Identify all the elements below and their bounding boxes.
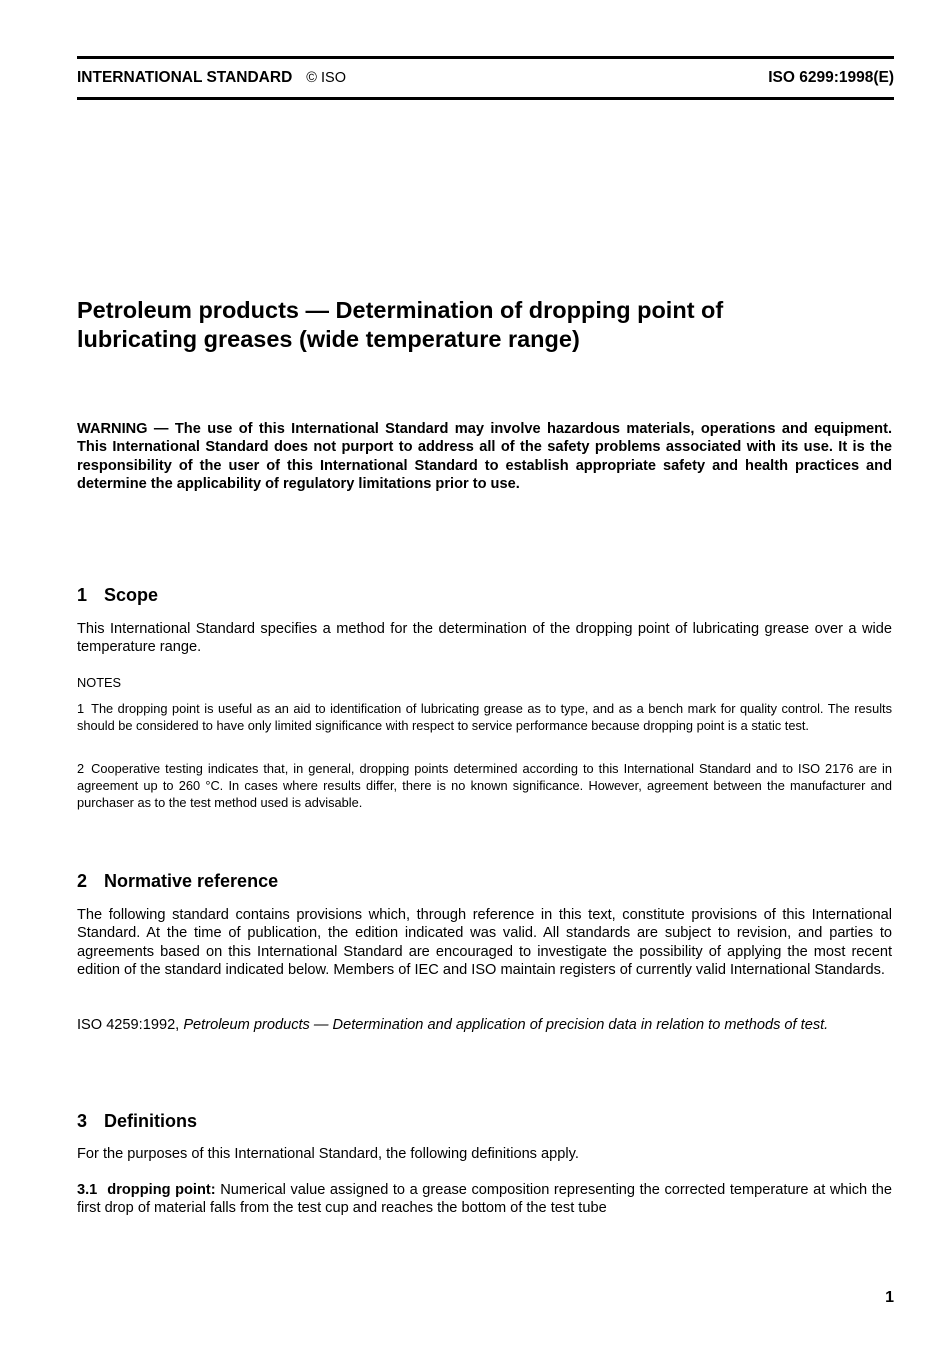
note-2-number: 2 — [77, 761, 85, 776]
notes-label: NOTES — [77, 675, 122, 690]
header-bottom-rule — [77, 97, 894, 100]
section-2-heading — [77, 870, 892, 892]
note-1-text: The dropping point is useful as an aid to identification of lubricating grease as to type, and as a bench mark for quality control. The results should be considered to have only limited significance with respect to service performance because dropping point is a static test. — [77, 701, 892, 733]
definition-number: 3.1 — [77, 1182, 98, 1198]
section-2-number: 2 — [77, 871, 88, 891]
section-3-text: For the purposes of this International Standard, the following definitions apply. — [77, 1146, 579, 1162]
definition-text: Numerical value assigned to a grease composition representing the corrected temperature at which the first drop of material falls from the test cup and reaches the bottom of the test tube — [77, 1182, 893, 1217]
section-1-heading — [77, 584, 892, 606]
section-2-text: The following standard contains provisions which, through reference in this text, constitute provisions of this International Standard. At the time of publication, the edition indicated was valid. All standards are subject to revision, and parties to agreements based on this International Standard are encouraged to investigate the possibility of applying the most recent edition of the standard indicated below. Members of IEC and ISO maintain registers of currently valid International Standards. — [77, 907, 892, 978]
title-line-2: lubricating greases (wide temperature range) — [77, 326, 580, 352]
note-1 — [77, 701, 892, 735]
section-1-title: Scope — [104, 585, 159, 605]
section-1-text: This International Standard specifies a method for the determination of the dropping point of lubricating grease over a wide temperature range. — [77, 621, 892, 656]
definition-term: dropping point: — [107, 1182, 216, 1198]
normative-reference-entry — [77, 1016, 892, 1034]
copyright-notice: © ISO — [306, 70, 346, 86]
header-left — [77, 69, 346, 87]
warning-paragraph: WARNING — The use of this International Standard may involve hazardous materials, operations and equipment. This International Standard does not purport to address all of the safety problems associated with its use. It is the responsibility of the user of this International Standard to establish appropriate safety and health practices and determine the applicability of regulatory limitations prior to use. — [77, 421, 892, 492]
document-number: ISO 6299:1998(E) — [768, 69, 894, 86]
note-1-number: 1 — [77, 701, 85, 716]
reference-title: Petroleum products — Determination and application of precision data in relation to methods of test. — [183, 1017, 829, 1033]
section-3-number: 3 — [77, 1111, 88, 1131]
header-top-rule — [77, 56, 894, 59]
note-2-text: Cooperative testing indicates that, in general, dropping points determined according to this International Standard and to ISO 2176 are in agreement up to 260 °C. In cases where results differ, there is no known significance. However, agreement between the manufacturer and purchaser as to the test method used is advisable. — [77, 761, 892, 810]
standard-label: INTERNATIONAL STANDARD — [77, 69, 293, 86]
page-number: 1 — [885, 1289, 894, 1306]
document-title — [77, 296, 894, 354]
section-2-title: Normative reference — [104, 871, 279, 891]
note-2 — [77, 761, 892, 811]
definition-3-1 — [77, 1181, 892, 1218]
section-3-heading — [77, 1110, 892, 1132]
section-3-title: Definitions — [104, 1111, 197, 1131]
reference-number: ISO 4259:1992, — [77, 1017, 180, 1033]
title-line-1: Petroleum products — Determination of dropping point of — [77, 297, 724, 323]
section-1-number: 1 — [77, 585, 88, 605]
